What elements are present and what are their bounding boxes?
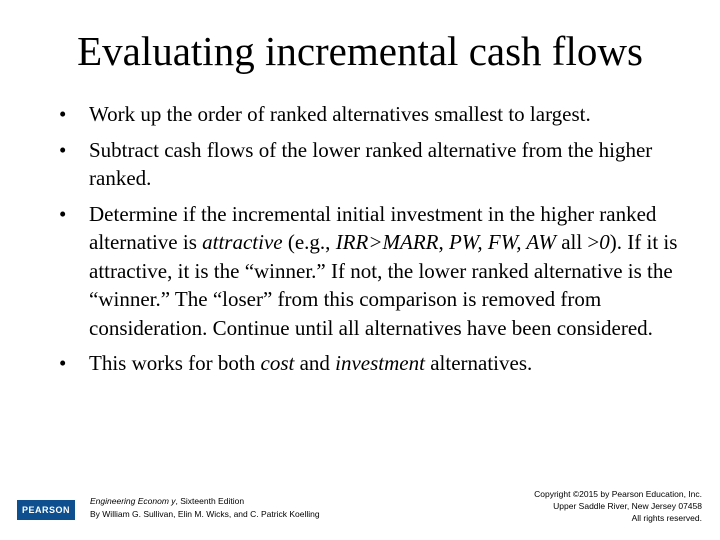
bullet-text: This works for both cost and investment alternatives.: [89, 351, 533, 375]
bullet-dot-icon: •: [59, 102, 67, 126]
slide-title: Evaluating incremental cash flows: [77, 28, 643, 74]
bullet-text: Determine if the incremental initial investment in the higher ranked alternative is attractive (e.g., IRR>MARR, PW, FW, AW all >0). If it is attractive, it is the “winner.” If not, the lower ranked alternative is the “winner.” The “loser” from this comparison is removed from consideration. Continue until all alternatives have been considered.: [89, 201, 678, 340]
bullet-item: [59, 136, 699, 193]
bullet-list: [59, 100, 699, 385]
copyright-notice: [534, 488, 702, 524]
pearson-logo: PEARSON: [17, 500, 75, 520]
bullet-text: Subtract cash flows of the lower ranked alternative from the higher ranked.: [89, 137, 653, 190]
copyright-line: All rights reserved.: [631, 513, 702, 523]
bullet-item: [59, 100, 699, 129]
bullet-item: [59, 200, 699, 343]
book-title: Engineering Econom y: [90, 496, 176, 506]
book-edition: , Sixteenth Edition: [175, 496, 245, 506]
bullet-text: Work up the order of ranked alternatives smallest to largest.: [89, 102, 591, 126]
bullet-dot-icon: •: [59, 201, 67, 226]
book-authors: By William G. Sullivan, Elin M. Wicks, and C. Patrick Koelling: [90, 509, 320, 519]
bullet-dot-icon: •: [59, 137, 67, 162]
copyright-line: Upper Saddle River, New Jersey 07458: [553, 501, 702, 511]
book-citation: [90, 495, 320, 521]
bullet-dot-icon: •: [59, 351, 67, 375]
bullet-item: [59, 349, 699, 378]
copyright-line: Copyright ©2015 by Pearson Education, Inc.: [534, 489, 702, 499]
